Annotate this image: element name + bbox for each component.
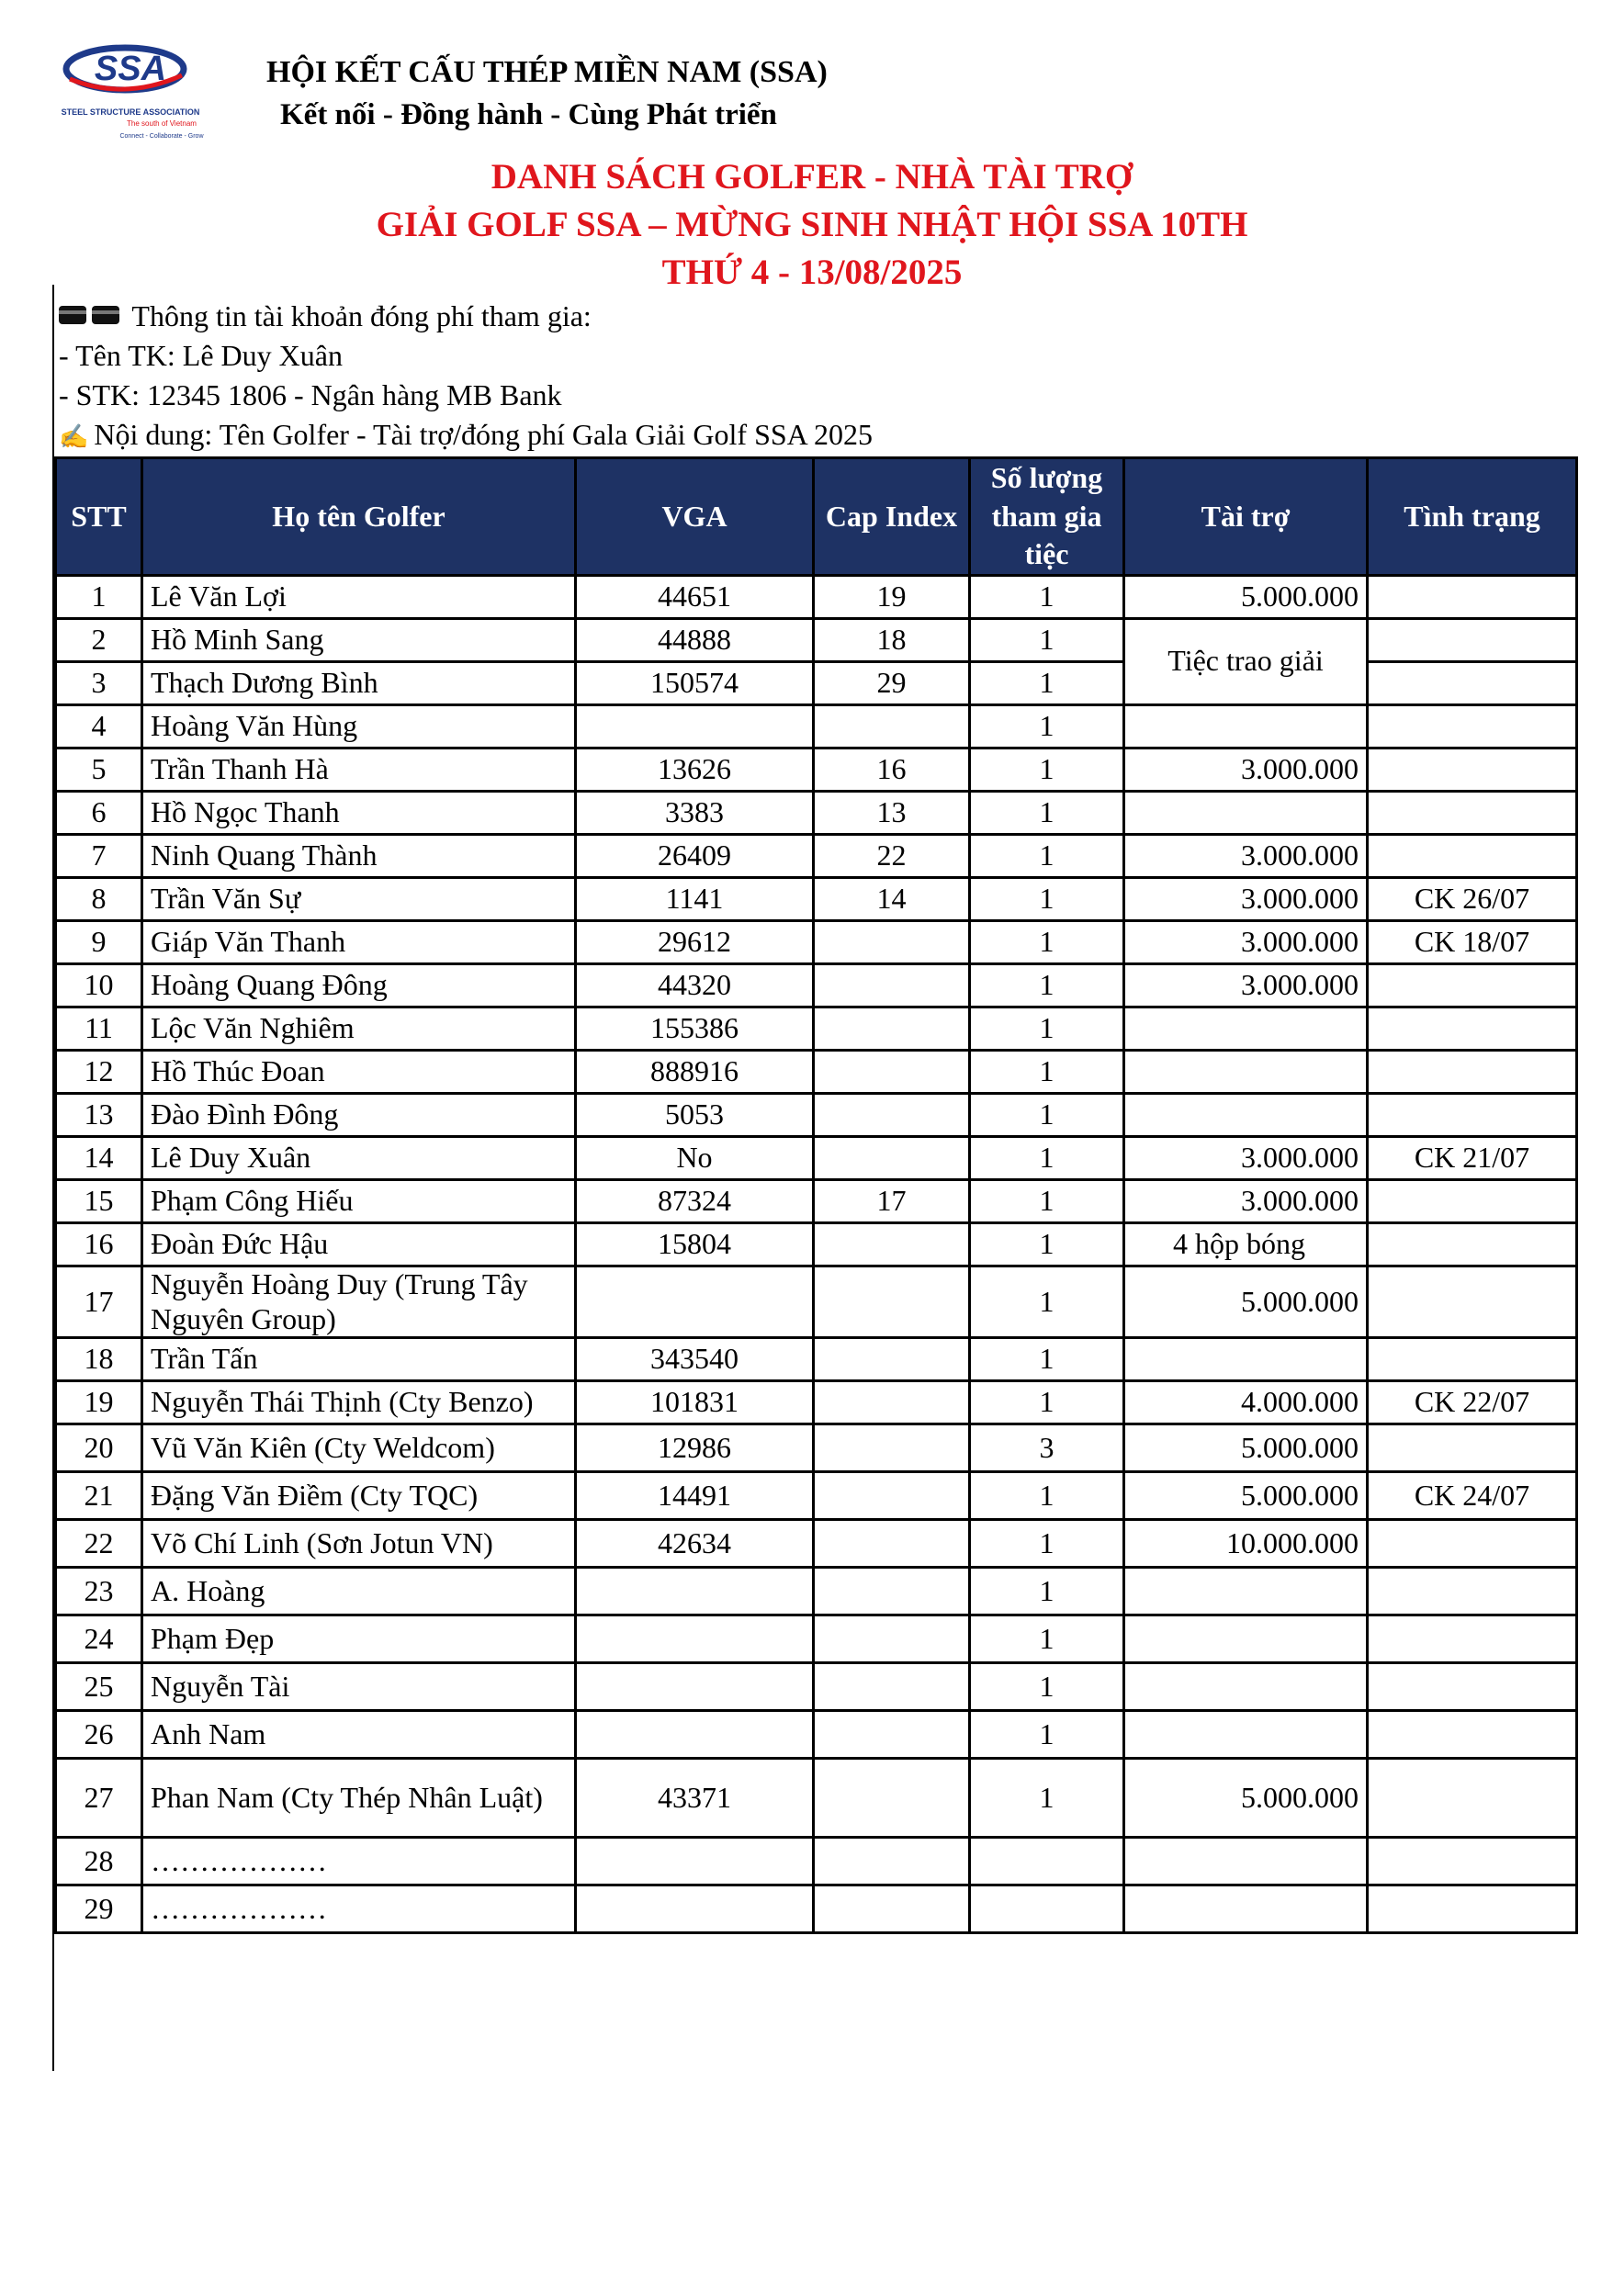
cell-party-count: 1 — [970, 1179, 1124, 1222]
logo-text: SSA — [94, 50, 167, 88]
cell-name: Nguyễn Hoàng Duy (Trung Tây Nguyên Group) — [142, 1266, 576, 1338]
cell-vga: 3383 — [576, 791, 814, 834]
cell-stt: 24 — [56, 1615, 142, 1663]
cell-cap-index: 22 — [814, 834, 970, 877]
cell-stt: 22 — [56, 1520, 142, 1568]
cell-vga — [576, 1568, 814, 1615]
cell-cap-index: 14 — [814, 877, 970, 920]
cell-sponsor: 5.000.000 — [1124, 1266, 1368, 1338]
cell-sponsor — [1124, 1568, 1368, 1615]
cell-party-count: 1 — [970, 1472, 1124, 1520]
cell-sponsor: 4.000.000 — [1124, 1381, 1368, 1424]
cell-stt: 17 — [56, 1266, 142, 1338]
header-vga: VGA — [576, 458, 814, 576]
cell-sponsor — [1124, 1711, 1368, 1759]
cell-party-count: 1 — [970, 1520, 1124, 1568]
payment-heading-text: Thông tin tài khoản đóng phí tham gia: — [131, 299, 592, 332]
cell-stt: 19 — [56, 1381, 142, 1424]
cell-party-count: 1 — [970, 834, 1124, 877]
header-stt: STT — [56, 458, 142, 576]
cell-stt: 11 — [56, 1007, 142, 1050]
cell-stt: 29 — [56, 1885, 142, 1933]
cell-sponsor: 5.000.000 — [1124, 1424, 1368, 1472]
cell-cap-index — [814, 1338, 970, 1381]
cell-cap-index — [814, 1136, 970, 1179]
cell-sponsor: 10.000.000 — [1124, 1520, 1368, 1568]
cell-name: Hoàng Quang Đông — [142, 963, 576, 1007]
golfer-sponsor-table — [54, 456, 1578, 1934]
cell-status — [1368, 791, 1577, 834]
cell-party-count: 1 — [970, 963, 1124, 1007]
cell-sponsor: 5.000.000 — [1124, 1759, 1368, 1838]
cell-name: Đào Đình Đông — [142, 1093, 576, 1136]
cell-cap-index — [814, 1222, 970, 1266]
cell-name: Hồ Minh Sang — [142, 618, 576, 661]
cell-sponsor: 5.000.000 — [1124, 575, 1368, 618]
cell-status: CK 26/07 — [1368, 877, 1577, 920]
table-row — [56, 1338, 1577, 1381]
cell-status — [1368, 1759, 1577, 1838]
cell-stt: 8 — [56, 877, 142, 920]
cell-name: Võ Chí Linh (Sơn Jotun VN) — [142, 1520, 576, 1568]
cell-stt: 3 — [56, 661, 142, 704]
cell-sponsor — [1124, 1885, 1368, 1933]
table-header-row — [56, 458, 1577, 576]
transfer-content-text: Nội dung: Tên Golfer - Tài trợ/đóng phí Gala Giải Golf SSA 2025 — [94, 418, 874, 451]
table-row — [56, 575, 1577, 618]
cell-vga — [576, 1615, 814, 1663]
cell-cap-index — [814, 920, 970, 963]
cell-status — [1368, 661, 1577, 704]
cell-stt: 15 — [56, 1179, 142, 1222]
cell-party-count: 1 — [970, 1759, 1124, 1838]
cell-stt: 26 — [56, 1711, 142, 1759]
cell-sponsor: 3.000.000 — [1124, 920, 1368, 963]
cell-party-count: 1 — [970, 1711, 1124, 1759]
table-row — [56, 1615, 1577, 1663]
document-title: DANH SÁCH GOLFER - NHÀ TÀI TRỢ — [491, 157, 1133, 197]
table-row — [56, 1007, 1577, 1050]
cell-vga: 87324 — [576, 1179, 814, 1222]
cell-vga: 44320 — [576, 963, 814, 1007]
cell-name: Nguyễn Thái Thịnh (Cty Benzo) — [142, 1381, 576, 1424]
cell-stt: 14 — [56, 1136, 142, 1179]
cell-stt: 1 — [56, 575, 142, 618]
cell-status — [1368, 1520, 1577, 1568]
cell-vga: 101831 — [576, 1381, 814, 1424]
header-status: Tình trạng — [1368, 458, 1577, 576]
table-row — [56, 1050, 1577, 1093]
transfer-content — [59, 420, 873, 449]
cell-status — [1368, 1222, 1577, 1266]
table-row — [56, 877, 1577, 920]
cell-cap-index — [814, 1520, 970, 1568]
header-sponsor: Tài trợ — [1124, 458, 1368, 576]
cell-stt: 10 — [56, 963, 142, 1007]
cell-status — [1368, 1093, 1577, 1136]
cell-party-count: 1 — [970, 575, 1124, 618]
cell-name: ……………… — [142, 1885, 576, 1933]
table-row — [56, 1093, 1577, 1136]
cell-stt: 6 — [56, 791, 142, 834]
table-row — [56, 1136, 1577, 1179]
ssa-logo — [61, 39, 208, 147]
cell-party-count: 1 — [970, 920, 1124, 963]
cell-name: Lê Duy Xuân — [142, 1136, 576, 1179]
cell-vga: 343540 — [576, 1338, 814, 1381]
cell-cap-index — [814, 1381, 970, 1424]
cell-status — [1368, 704, 1577, 748]
cell-status — [1368, 1338, 1577, 1381]
cell-sponsor — [1124, 704, 1368, 748]
cell-party-count: 1 — [970, 791, 1124, 834]
organization-slogan: Kết nối - Đồng hành - Cùng Phát triển — [280, 98, 777, 131]
account-number: - STK: 12345 1806 - Ngân hàng MB Bank — [59, 378, 562, 411]
cell-party-count: 1 — [970, 1615, 1124, 1663]
table-row — [56, 1472, 1577, 1520]
cell-vga — [576, 1885, 814, 1933]
table-row — [56, 1759, 1577, 1838]
table-row — [56, 1568, 1577, 1615]
cell-status: CK 24/07 — [1368, 1472, 1577, 1520]
cell-party-count: 1 — [970, 618, 1124, 661]
header-cap-index: Cap Index — [814, 458, 970, 576]
cell-vga: 26409 — [576, 834, 814, 877]
table-row — [56, 704, 1577, 748]
cell-vga: 5053 — [576, 1093, 814, 1136]
cell-name: Thạch Dương Bình — [142, 661, 576, 704]
cell-cap-index: 16 — [814, 748, 970, 791]
cell-stt: 5 — [56, 748, 142, 791]
cell-cap-index — [814, 1663, 970, 1711]
cell-status — [1368, 1266, 1577, 1338]
credit-card-icon — [59, 306, 86, 324]
table-row — [56, 1711, 1577, 1759]
cell-sponsor: 3.000.000 — [1124, 834, 1368, 877]
cell-sponsor — [1124, 1663, 1368, 1711]
table-row — [56, 920, 1577, 963]
payment-heading — [59, 301, 592, 331]
header-party-count-line1: Số lượng — [990, 461, 1103, 494]
cell-name: Phạm Đẹp — [142, 1615, 576, 1663]
table-row — [56, 1663, 1577, 1711]
cell-cap-index: 19 — [814, 575, 970, 618]
cell-name: Vũ Văn Kiên (Cty Weldcom) — [142, 1424, 576, 1472]
cell-stt: 9 — [56, 920, 142, 963]
cell-vga: 13626 — [576, 748, 814, 791]
cell-stt: 12 — [56, 1050, 142, 1093]
cell-name: Hoàng Văn Hùng — [142, 704, 576, 748]
cell-cap-index — [814, 1093, 970, 1136]
cell-name: Lộc Văn Nghiêm — [142, 1007, 576, 1050]
cell-sponsor: Tiệc trao giải — [1124, 618, 1368, 704]
cell-sponsor: 5.000.000 — [1124, 1472, 1368, 1520]
cell-party-count: 1 — [970, 704, 1124, 748]
cell-party-count: 3 — [970, 1424, 1124, 1472]
cell-stt: 27 — [56, 1759, 142, 1838]
cell-status — [1368, 834, 1577, 877]
cell-cap-index: 29 — [814, 661, 970, 704]
cell-status — [1368, 1050, 1577, 1093]
cell-status: CK 18/07 — [1368, 920, 1577, 963]
cell-status — [1368, 1885, 1577, 1933]
table-row — [56, 1838, 1577, 1885]
header-party-count — [970, 458, 1124, 576]
cell-vga: 888916 — [576, 1050, 814, 1093]
cell-party-count: 1 — [970, 1381, 1124, 1424]
header-party-count-line3: tiệc — [1024, 537, 1069, 571]
cell-name: A. Hoàng — [142, 1568, 576, 1615]
cell-cap-index — [814, 1472, 970, 1520]
cell-vga — [576, 1838, 814, 1885]
cell-name: Lê Văn Lợi — [142, 575, 576, 618]
cell-name: Phan Nam (Cty Thép Nhân Luật) — [142, 1759, 576, 1838]
table-row — [56, 1222, 1577, 1266]
cell-name: Giáp Văn Thanh — [142, 920, 576, 963]
tournament-title: GIẢI GOLF SSA – MỪNG SINH NHẬT HỘI SSA 10TH — [376, 205, 1248, 244]
cell-status — [1368, 1663, 1577, 1711]
cell-sponsor — [1124, 1007, 1368, 1050]
cell-status — [1368, 1568, 1577, 1615]
cell-status — [1368, 1007, 1577, 1050]
cell-party-count: 1 — [970, 1568, 1124, 1615]
cell-status — [1368, 618, 1577, 661]
cell-vga — [576, 1663, 814, 1711]
cell-stt: 25 — [56, 1663, 142, 1711]
logo-caption: STEEL STRUCTURE ASSOCIATION — [61, 107, 200, 117]
table-row — [56, 618, 1577, 661]
cell-cap-index — [814, 1266, 970, 1338]
cell-status: CK 22/07 — [1368, 1381, 1577, 1424]
cell-cap-index: 17 — [814, 1179, 970, 1222]
cell-name: Trần Thanh Hà — [142, 748, 576, 791]
cell-sponsor: 3.000.000 — [1124, 963, 1368, 1007]
cell-vga: 1141 — [576, 877, 814, 920]
cell-vga — [576, 1266, 814, 1338]
cell-status — [1368, 575, 1577, 618]
cell-party-count: 1 — [970, 1050, 1124, 1093]
credit-card-icon — [92, 306, 119, 324]
cell-party-count: 1 — [970, 748, 1124, 791]
header-party-count-line2: tham gia — [991, 499, 1102, 533]
cell-stt: 4 — [56, 704, 142, 748]
organization-name: HỘI KẾT CẤU THÉP MIỀN NAM (SSA) — [266, 55, 828, 89]
header-name: Họ tên Golfer — [142, 458, 576, 576]
cell-cap-index — [814, 1615, 970, 1663]
cell-cap-index — [814, 963, 970, 1007]
cell-cap-index — [814, 1050, 970, 1093]
cell-cap-index — [814, 1568, 970, 1615]
cell-cap-index — [814, 1007, 970, 1050]
cell-stt: 23 — [56, 1568, 142, 1615]
cell-stt: 28 — [56, 1838, 142, 1885]
cell-sponsor: 3.000.000 — [1124, 1136, 1368, 1179]
writing-hand-icon: ✍ — [59, 423, 89, 450]
cell-name: Nguyễn Tài — [142, 1663, 576, 1711]
table-row — [56, 1520, 1577, 1568]
logo-tagline: The south of Vietnam — [127, 119, 197, 128]
table-row — [56, 1381, 1577, 1424]
cell-stt: 16 — [56, 1222, 142, 1266]
cell-name: Hồ Thúc Đoan — [142, 1050, 576, 1093]
cell-status — [1368, 963, 1577, 1007]
cell-sponsor — [1124, 1093, 1368, 1136]
cell-name: Đoàn Đức Hậu — [142, 1222, 576, 1266]
cell-name: ……………… — [142, 1838, 576, 1885]
cell-vga: 44888 — [576, 618, 814, 661]
cell-cap-index — [814, 1759, 970, 1838]
cell-sponsor — [1124, 1838, 1368, 1885]
table-row — [56, 1179, 1577, 1222]
table-row — [56, 748, 1577, 791]
cell-sponsor — [1124, 791, 1368, 834]
cell-status: CK 21/07 — [1368, 1136, 1577, 1179]
cell-name: Hồ Ngọc Thanh — [142, 791, 576, 834]
cell-sponsor — [1124, 1338, 1368, 1381]
table-row — [56, 834, 1577, 877]
cell-status — [1368, 1711, 1577, 1759]
cell-vga — [576, 1711, 814, 1759]
cell-stt: 18 — [56, 1338, 142, 1381]
cell-party-count: 1 — [970, 1338, 1124, 1381]
cell-party-count: 1 — [970, 1136, 1124, 1179]
cell-name: Anh Nam — [142, 1711, 576, 1759]
table-row — [56, 1424, 1577, 1472]
cell-vga: 150574 — [576, 661, 814, 704]
cell-vga: 44651 — [576, 575, 814, 618]
cell-party-count: 1 — [970, 1007, 1124, 1050]
cell-sponsor: 4 hộp bóng — [1124, 1222, 1368, 1266]
cell-vga: 42634 — [576, 1520, 814, 1568]
table-row — [56, 791, 1577, 834]
cell-party-count: 1 — [970, 1093, 1124, 1136]
cell-vga — [576, 704, 814, 748]
cell-name: Phạm Công Hiếu — [142, 1179, 576, 1222]
table-row — [56, 1885, 1577, 1933]
cell-party-count: 1 — [970, 1266, 1124, 1338]
cell-vga: 155386 — [576, 1007, 814, 1050]
cell-sponsor: 3.000.000 — [1124, 877, 1368, 920]
cell-cap-index — [814, 1838, 970, 1885]
cell-vga: 29612 — [576, 920, 814, 963]
cell-stt: 21 — [56, 1472, 142, 1520]
cell-cap-index — [814, 1424, 970, 1472]
cell-stt: 7 — [56, 834, 142, 877]
cell-stt: 2 — [56, 618, 142, 661]
cell-sponsor: 3.000.000 — [1124, 1179, 1368, 1222]
cell-vga: 15804 — [576, 1222, 814, 1266]
cell-name: Trần Tấn — [142, 1338, 576, 1381]
cell-stt: 20 — [56, 1424, 142, 1472]
cell-status — [1368, 1838, 1577, 1885]
cell-party-count — [970, 1885, 1124, 1933]
cell-party-count: 1 — [970, 661, 1124, 704]
cell-vga: 14491 — [576, 1472, 814, 1520]
cell-status — [1368, 748, 1577, 791]
cell-sponsor — [1124, 1050, 1368, 1093]
table-row — [56, 1266, 1577, 1338]
cell-party-count: 1 — [970, 877, 1124, 920]
cell-name: Trần Văn Sự — [142, 877, 576, 920]
event-date: THỨ 4 - 13/08/2025 — [661, 253, 963, 292]
cell-name: Ninh Quang Thành — [142, 834, 576, 877]
cell-status — [1368, 1179, 1577, 1222]
cell-stt: 13 — [56, 1093, 142, 1136]
cell-vga: 12986 — [576, 1424, 814, 1472]
cell-cap-index — [814, 1885, 970, 1933]
cell-sponsor — [1124, 1615, 1368, 1663]
cell-vga: 43371 — [576, 1759, 814, 1838]
cell-party-count — [970, 1838, 1124, 1885]
cell-status — [1368, 1424, 1577, 1472]
cell-sponsor: 3.000.000 — [1124, 748, 1368, 791]
cell-party-count: 1 — [970, 1663, 1124, 1711]
cell-name: Đặng Văn Điềm (Cty TQC) — [142, 1472, 576, 1520]
cell-status — [1368, 1615, 1577, 1663]
account-name: - Tên TK: Lê Duy Xuân — [59, 339, 343, 372]
cell-party-count: 1 — [970, 1222, 1124, 1266]
cell-cap-index: 13 — [814, 791, 970, 834]
cell-cap-index — [814, 704, 970, 748]
cell-cap-index: 18 — [814, 618, 970, 661]
cell-cap-index — [814, 1711, 970, 1759]
logo-motto: Connect - Collaborate - Grow — [119, 133, 204, 140]
cell-vga: No — [576, 1136, 814, 1179]
table-row — [56, 963, 1577, 1007]
